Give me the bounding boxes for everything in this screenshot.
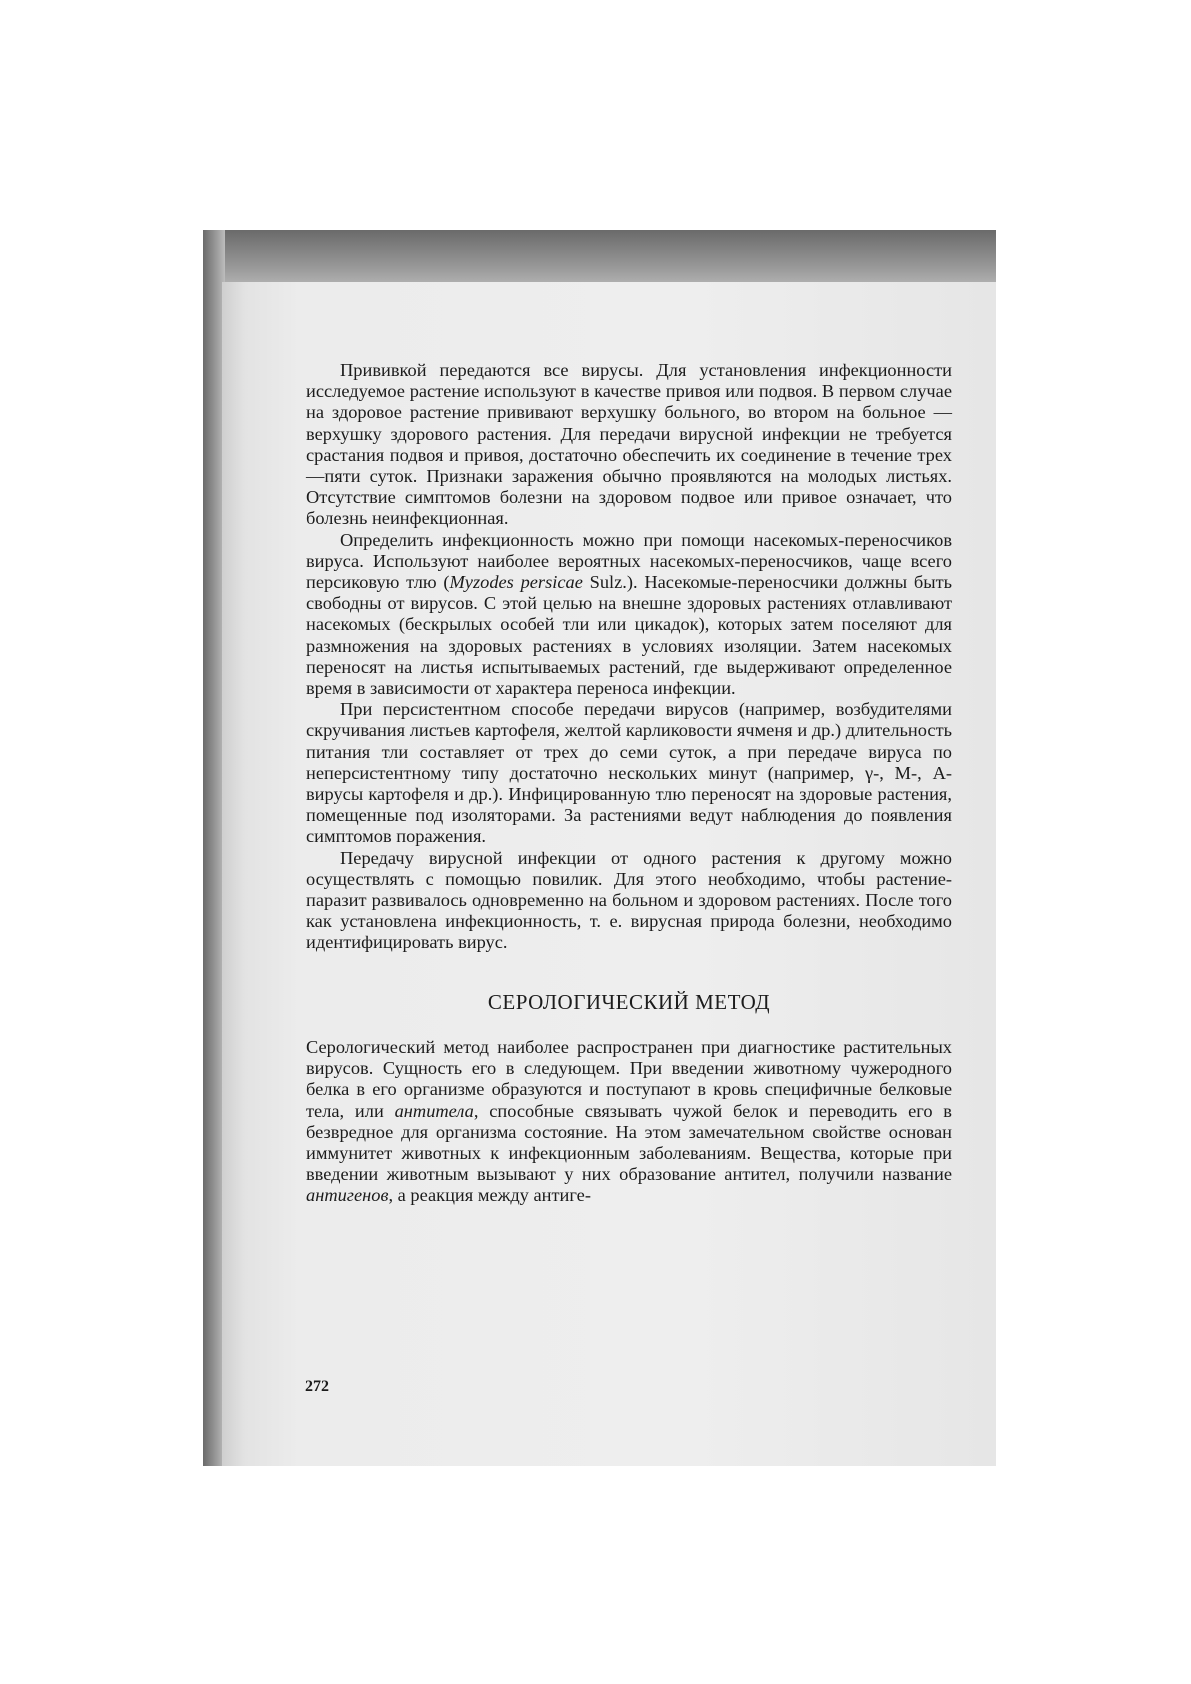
page-number: 272	[305, 1378, 329, 1395]
paragraph-serological: Серологический метод наиболее распространен при диагностике растительных вирусов. Сущность его в следующем. При введении животному чужеродного белка в его организме образуются и поступают в кровь специфичные белковые тела, или антитела, способные связывать чужой белок и переводить его в безвредное для организма состояние. На этом замечательном свойстве основан иммунитет животных к инфекционным заболеваниям. Вещества, которые при введении животным вызывают у них образование антител, получили название антигенов, а реакция между антиге-	[306, 1036, 952, 1206]
term-antibodies: антитела	[394, 1100, 474, 1121]
species-name: Myzodes persicae	[449, 572, 583, 593]
page-body	[306, 360, 952, 1207]
paragraph-insect-vectors: Определить инфекционность можно при помощи насекомых-переносчиков вируса. Используют наиболее вероятных насекомых-переносчиков, чаще всего персиковую тлю (Myzodes persicae Sulz.). Насекомые-переносчики должны быть свободны от вирусов. С этой целью на внешне здоровых растениях отлавливают насекомых (бескрылых особей тли или цикадок), которых затем поселяют для размножения на здоровых растениях в условиях изоляции. Затем насекомых переносят на листья испытываемых растений, где выдерживают определенное время в зависимости от характера переноса инфекции.	[306, 529, 952, 699]
paragraph-persistent-transmission: При персистентном способе передачи вирусов (например, возбудителями скручивания листьев картофеля, желтой карликовости ячменя и др.) длительность питания тли составляет от трех до семи суток, а при передаче вируса по неперсистентному типу достаточно нескольких минут (например, γ-, М-, А-вирусы картофеля и др.). Инфицированную тлю переносят на здоровые растения, помещенные под изоляторами. За растениями ведут наблюдения до появления симптомов поражения.	[306, 699, 952, 847]
term-antigens: антигенов	[306, 1185, 389, 1206]
section-heading: СЕРОЛОГИЧЕСКИЙ МЕТОД	[487, 989, 771, 1014]
paragraph-grafting: Прививкой передаются все вирусы. Для установления инфекционности исследуемое растение используют в качестве привоя или подвоя. В первом случае на здоровое растение прививают верхушку больного, во втором на больное — верхушку здорового растения. Для передачи вирусной инфекции не требуется срастания подвоя и привоя, достаточно обеспечить их соединение в течение трех—пяти суток. Признаки заражения обычно проявляются на молодых листьях. Отсутствие симптомов болезни на здоровом подвое или привое означает, что болезнь неинфекционная.	[306, 360, 952, 529]
paragraph-dodder-transmission: Передачу вирусной инфекции от одного растения к другому можно осуществлять с помощью повилик. Для этого необходимо, чтобы растение-паразит развивалось одновременно на больном и здоровом растениях. После того как установлена инфекционность, т. е. вирусная природа болезни, необходимо идентифицировать вирус.	[306, 847, 952, 953]
